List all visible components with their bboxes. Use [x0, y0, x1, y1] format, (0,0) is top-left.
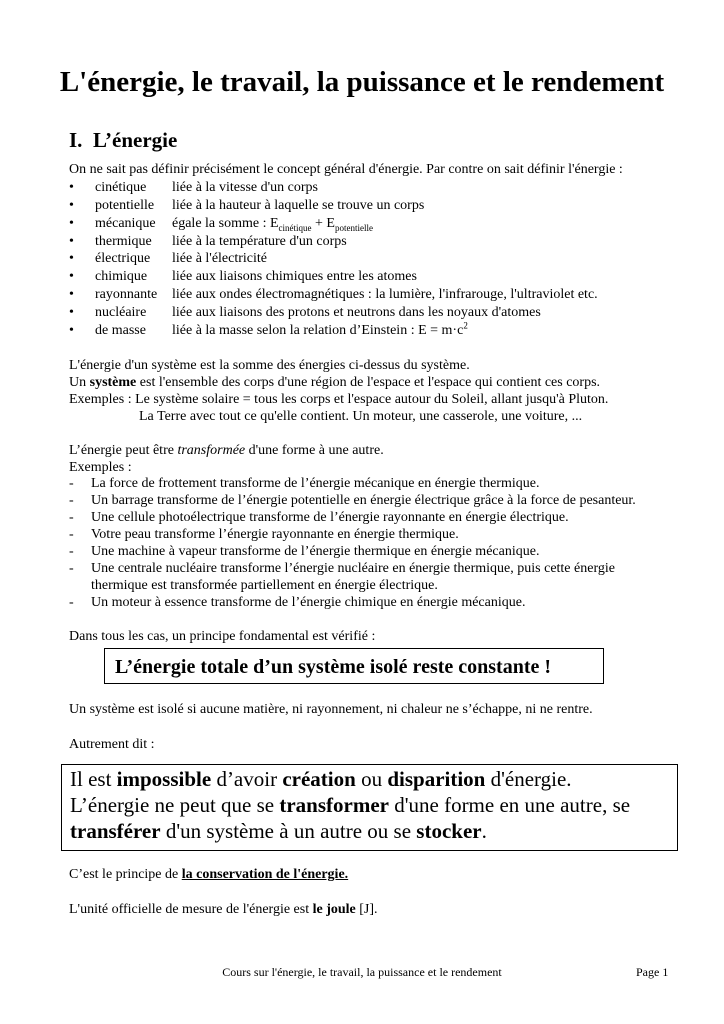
bullet: • — [69, 269, 74, 284]
bullet: • — [69, 216, 74, 231]
intro-paragraph: On ne sait pas définir précisément le concept général d'énergie. Par contre on sait définir l'énergie : — [69, 162, 623, 177]
list-item-text: thermique est transformée partiellement en énergie électrique. — [91, 578, 438, 593]
text: ou — [355, 767, 388, 791]
bullet: • — [69, 234, 74, 249]
text: [J]. — [355, 902, 378, 917]
text: . — [481, 819, 487, 843]
text: Il est — [70, 767, 117, 791]
list-item-text: Une centrale nucléaire transforme l’énergie nucléaire en énergie thermique, puis cette énergie — [91, 561, 615, 576]
list-item-text: La force de frottement transforme de l’énergie mécanique en énergie thermique. — [91, 476, 540, 491]
list-item-text: Un moteur à essence transforme de l’énergie chimique en énergie mécanique. — [91, 595, 526, 610]
list-item-text: Une cellule photoélectrique transforme de l’énergie rayonnante en énergie électrique. — [91, 510, 569, 525]
energy-term: cinétique — [95, 180, 147, 195]
bullet: • — [69, 251, 74, 266]
bold-term: création — [282, 767, 356, 791]
energy-desc: liée à la température d'un corps — [172, 234, 347, 249]
energy-term: mécanique — [95, 216, 156, 231]
paragraph — [69, 866, 348, 883]
energy-desc — [172, 215, 373, 232]
bold-term: système — [89, 375, 137, 390]
energy-term: potentielle — [95, 198, 155, 213]
text: d'un système à un autre ou se — [160, 819, 417, 843]
text: L'unité officielle de mesure de l'énergie est — [69, 902, 313, 917]
bullet: • — [69, 198, 74, 213]
text: C’est le principe de — [69, 867, 182, 882]
bold-term: transformer — [279, 793, 389, 817]
section-heading — [69, 128, 177, 153]
bold-term: stocker — [416, 819, 482, 843]
formula-part: égale la somme : E — [172, 216, 279, 231]
energy-desc — [172, 322, 468, 339]
paragraph — [69, 374, 600, 391]
energy-term: thermique — [95, 234, 152, 249]
principle-box — [104, 648, 604, 684]
text: d'une forme en une autre, se — [388, 793, 631, 817]
footer: Cours sur l'énergie, le travail, la puissance et le rendement — [222, 965, 502, 979]
text: L’énergie peut être — [69, 443, 178, 458]
energy-term: électrique — [95, 251, 151, 266]
text: d'énergie. — [485, 767, 572, 791]
conclusion-box — [61, 764, 678, 851]
list-item-text: Un barrage transforme de l’énergie potentielle en énergie électrique grâce à la force de pesanteur. — [91, 493, 636, 508]
subscript: potentielle — [334, 222, 373, 233]
paragraph: Dans tous les cas, un principe fondamental est vérifié : — [69, 629, 376, 644]
principle-text: L’énergie totale d’un système isolé reste constante ! — [115, 656, 552, 678]
bold-term: transférer — [70, 819, 161, 843]
paragraph — [69, 442, 384, 459]
section-number: I. — [69, 128, 83, 152]
bullet: • — [69, 323, 74, 338]
paragraph: Exemples : — [69, 460, 132, 475]
text: Un — [69, 375, 90, 390]
bullet: • — [69, 305, 74, 320]
bullet: • — [69, 180, 74, 195]
bold-term: le joule — [312, 902, 356, 917]
dash: - — [69, 527, 74, 542]
dash: - — [69, 476, 74, 491]
dash: - — [69, 493, 74, 508]
text: est l'ensemble des corps d'une région de l'espace et l'espace qui contient ces corps. — [136, 375, 601, 390]
paragraph: Autrement dit : — [69, 737, 155, 752]
bold-term: disparition — [387, 767, 486, 791]
dash: - — [69, 561, 74, 576]
conservation-term: la conservation de l'énergie. — [181, 867, 349, 882]
energy-desc: liée aux liaisons des protons et neutrons dans les noyaux d'atomes — [172, 305, 541, 320]
text: L’énergie ne peut que se — [70, 793, 280, 817]
superscript: 2 — [463, 320, 468, 331]
italic-term: transformée — [177, 443, 246, 458]
section-title: L’énergie — [92, 128, 178, 152]
list-item-text: Une machine à vapeur transforme de l’énergie thermique en énergie mécanique. — [91, 544, 540, 559]
conclusion-line — [70, 819, 487, 844]
paragraph: Exemples : Le système solaire = tous les corps et l'espace autour du Soleil, allant jusqu'à Pluton. — [69, 392, 609, 407]
bullet: • — [69, 287, 74, 302]
formula-part: liée à la masse selon la relation d’Einstein : E = m·c — [172, 323, 464, 338]
energy-desc: liée à l'électricité — [172, 251, 268, 266]
text: d'une forme à une autre. — [245, 443, 384, 458]
text: d’avoir — [211, 767, 283, 791]
conclusion-line — [70, 793, 630, 818]
bold-term: impossible — [116, 767, 212, 791]
conclusion-line — [70, 767, 572, 792]
energy-desc: liée à la hauteur à laquelle se trouve un corps — [172, 198, 425, 213]
energy-term: de masse — [95, 323, 146, 338]
page-title: L'énergie, le travail, la puissance et le rendement — [59, 66, 665, 98]
paragraph: La Terre avec tout ce qu'elle contient. Un moteur, une casserole, une voiture, ... — [139, 409, 583, 424]
dash: - — [69, 595, 74, 610]
list-item-text: Votre peau transforme l’énergie rayonnante en énergie thermique. — [91, 527, 459, 542]
energy-term: rayonnante — [95, 287, 158, 302]
formula-part: + E — [311, 216, 335, 231]
energy-desc: liée aux liaisons chimiques entre les atomes — [172, 269, 417, 284]
subscript: cinétique — [278, 222, 312, 233]
page-number: Page 1 — [636, 965, 669, 979]
energy-term: nucléaire — [95, 305, 147, 320]
paragraph: Un système est isolé si aucune matière, ni rayonnement, ni chaleur ne s’échappe, ni ne rentre. — [69, 702, 593, 717]
energy-term: chimique — [95, 269, 148, 284]
paragraph: L'énergie d'un système est la somme des énergies ci-dessus du système. — [69, 358, 470, 373]
paragraph — [69, 901, 378, 918]
energy-desc: liée aux ondes électromagnétiques : la lumière, l'infrarouge, l'ultraviolet etc. — [172, 287, 598, 302]
dash: - — [69, 544, 74, 559]
energy-desc: liée à la vitesse d'un corps — [172, 180, 318, 195]
dash: - — [69, 510, 74, 525]
